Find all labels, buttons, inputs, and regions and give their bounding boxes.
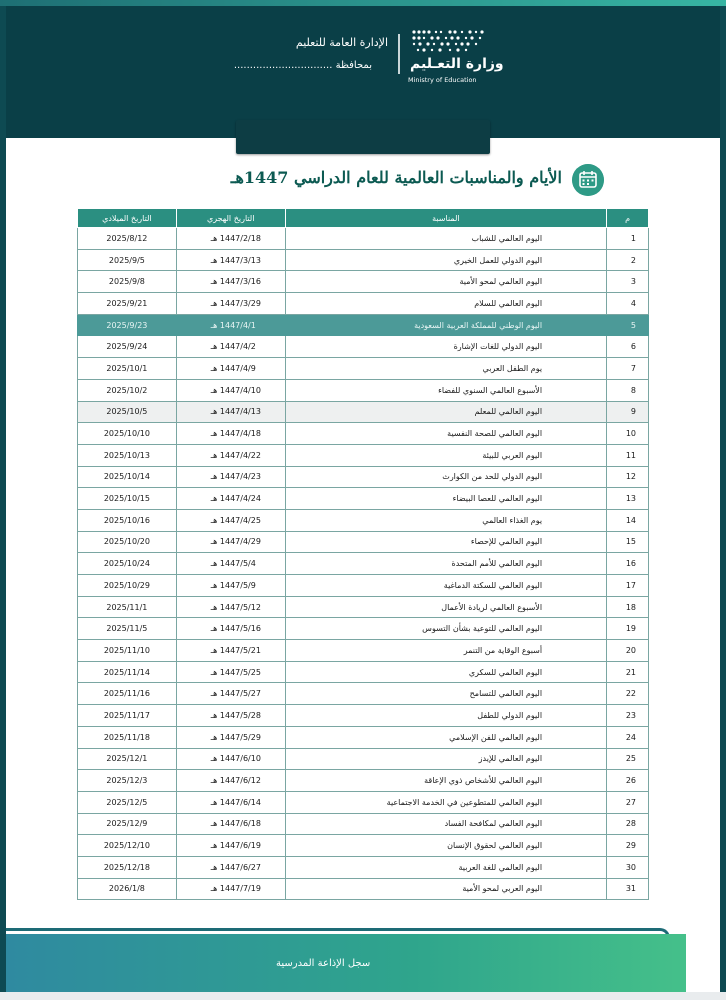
row-hijri-date: 1447/6/14 هـ — [176, 791, 285, 813]
row-number: 7 — [607, 358, 649, 380]
administration-label: الإدارة العامة للتعليم — [295, 36, 388, 49]
row-number: 15 — [607, 531, 649, 553]
row-hijri-date: 1447/6/27 هـ — [176, 856, 285, 878]
title-row — [6, 162, 720, 202]
table-row — [78, 314, 649, 336]
table-row — [78, 705, 649, 727]
row-gregorian-date: 2025/11/14 — [78, 661, 177, 683]
ministry-logo — [406, 28, 504, 88]
table-row — [78, 379, 649, 401]
row-hijri-date: 1447/6/10 هـ — [176, 748, 285, 770]
row-number: 4 — [607, 293, 649, 315]
row-hijri-date: 1447/5/21 هـ — [176, 640, 285, 662]
row-number: 9 — [607, 401, 649, 423]
row-number: 18 — [607, 596, 649, 618]
row-occasion: اليوم الوطني للمملكة العربية السعودية — [285, 314, 606, 336]
row-occasion: اليوم العالمي للتوعية بشأن التسوس — [285, 618, 606, 640]
dotted-pattern-icon — [410, 28, 486, 54]
row-gregorian-date: 2025/10/24 — [78, 553, 177, 575]
table-row — [78, 618, 649, 640]
table-row — [78, 596, 649, 618]
row-number: 28 — [607, 813, 649, 835]
table-row — [78, 640, 649, 662]
table-row — [78, 249, 649, 271]
table-row — [78, 683, 649, 705]
row-number: 1 — [607, 228, 649, 250]
page-header — [6, 6, 720, 138]
row-occasion: اليوم العالمي للإيدز — [285, 748, 606, 770]
table-row — [78, 726, 649, 748]
row-number: 20 — [607, 640, 649, 662]
row-gregorian-date: 2025/9/24 — [78, 336, 177, 358]
row-number: 30 — [607, 856, 649, 878]
row-hijri-date: 1447/3/29 هـ — [176, 293, 285, 315]
row-gregorian-date: 2025/10/2 — [78, 379, 177, 401]
row-gregorian-date: 2025/11/1 — [78, 596, 177, 618]
row-gregorian-date: 2026/1/8 — [78, 878, 177, 900]
row-number: 3 — [607, 271, 649, 293]
page-title: الأيام والمناسبات العالمية للعام الدراسي 1447هـ — [230, 168, 562, 187]
table-row — [78, 661, 649, 683]
row-gregorian-date: 2025/9/23 — [78, 314, 177, 336]
table-row — [78, 466, 649, 488]
row-hijri-date: 1447/5/29 هـ — [176, 726, 285, 748]
events-table — [77, 208, 649, 900]
table-row — [78, 271, 649, 293]
row-gregorian-date: 2025/11/18 — [78, 726, 177, 748]
table-row — [78, 856, 649, 878]
table-row — [78, 336, 649, 358]
row-occasion: اليوم الدولي للغات الإشارة — [285, 336, 606, 358]
header-gregorian-date: التاريخ الميلادي — [78, 209, 177, 228]
row-occasion: اليوم العالمي للمتطوعين في الخدمة الاجتماعية — [285, 791, 606, 813]
logo-divider — [398, 34, 400, 74]
row-gregorian-date: 2025/11/17 — [78, 705, 177, 727]
row-number: 24 — [607, 726, 649, 748]
page-footer — [6, 934, 686, 992]
row-number: 10 — [607, 423, 649, 445]
table-row — [78, 770, 649, 792]
row-number: 21 — [607, 661, 649, 683]
header-num: م — [607, 209, 649, 228]
row-hijri-date: 1447/4/10 هـ — [176, 379, 285, 401]
row-hijri-date: 1447/6/12 هـ — [176, 770, 285, 792]
row-number: 16 — [607, 553, 649, 575]
row-hijri-date: 1447/5/16 هـ — [176, 618, 285, 640]
table-row — [78, 293, 649, 315]
governorate-field: بمحافظة ............................... — [233, 60, 372, 71]
logo-text-english: Ministry of Education — [408, 76, 477, 84]
table-row — [78, 791, 649, 813]
calendar-icon — [572, 164, 604, 196]
page-right-border — [720, 6, 726, 1000]
row-occasion: اليوم الدولي للعمل الخيري — [285, 249, 606, 271]
table-row — [78, 748, 649, 770]
row-hijri-date: 1447/5/9 هـ — [176, 575, 285, 597]
row-hijri-date: 1447/4/22 هـ — [176, 444, 285, 466]
row-gregorian-date: 2025/9/8 — [78, 271, 177, 293]
row-occasion: اليوم العربي لمحو الأمية — [285, 878, 606, 900]
footer-label: سجل الإذاعة المدرسية — [276, 958, 371, 969]
row-gregorian-date: 2025/12/18 — [78, 856, 177, 878]
row-occasion: اليوم الدولي للطفل — [285, 705, 606, 727]
row-number: 23 — [607, 705, 649, 727]
table-row — [78, 509, 649, 531]
row-gregorian-date: 2025/10/15 — [78, 488, 177, 510]
row-gregorian-date: 2025/10/10 — [78, 423, 177, 445]
row-gregorian-date: 2025/10/1 — [78, 358, 177, 380]
header-hijri-date: التاريخ الهجري — [176, 209, 285, 228]
row-gregorian-date: 2025/10/29 — [78, 575, 177, 597]
row-gregorian-date: 2025/12/9 — [78, 813, 177, 835]
row-occasion: اليوم العالمي لمكافحة الفساد — [285, 813, 606, 835]
row-gregorian-date: 2025/11/16 — [78, 683, 177, 705]
row-occasion: اليوم العالمي للصحة النفسية — [285, 423, 606, 445]
header-occasion: المناسبة — [285, 209, 606, 228]
row-occasion: اليوم العالمي للغة العربية — [285, 856, 606, 878]
row-occasion: أسبوع الوقاية من التنمر — [285, 640, 606, 662]
row-gregorian-date: 2025/9/5 — [78, 249, 177, 271]
row-occasion: اليوم العالمي للعصا البيضاء — [285, 488, 606, 510]
logo-text-arabic: وزارة التعـليم — [410, 56, 504, 72]
row-hijri-date: 1447/5/4 هـ — [176, 553, 285, 575]
row-hijri-date: 1447/5/27 هـ — [176, 683, 285, 705]
table-row — [78, 358, 649, 380]
row-hijri-date: 1447/4/13 هـ — [176, 401, 285, 423]
row-occasion: اليوم العالمي لحقوق الإنسان — [285, 835, 606, 857]
events-table-body — [78, 228, 649, 900]
row-occasion: يوم الطفل العربي — [285, 358, 606, 380]
row-number: 6 — [607, 336, 649, 358]
row-number: 19 — [607, 618, 649, 640]
row-number: 22 — [607, 683, 649, 705]
row-hijri-date: 1447/5/25 هـ — [176, 661, 285, 683]
row-occasion: اليوم العالمي للمعلم — [285, 401, 606, 423]
row-hijri-date: 1447/2/18 هـ — [176, 228, 285, 250]
page-left-border — [0, 6, 6, 1000]
bottom-strip — [0, 992, 726, 1000]
row-gregorian-date: 2025/10/13 — [78, 444, 177, 466]
row-hijri-date: 1447/4/25 هـ — [176, 509, 285, 531]
table-row — [78, 444, 649, 466]
row-number: 2 — [607, 249, 649, 271]
row-number: 5 — [607, 314, 649, 336]
row-gregorian-date: 2025/8/12 — [78, 228, 177, 250]
row-number: 27 — [607, 791, 649, 813]
table-row — [78, 228, 649, 250]
row-occasion: يوم الغذاء العالمي — [285, 509, 606, 531]
table-row — [78, 401, 649, 423]
row-gregorian-date: 2025/12/5 — [78, 791, 177, 813]
row-occasion: اليوم العالمي للتسامح — [285, 683, 606, 705]
row-hijri-date: 1447/4/2 هـ — [176, 336, 285, 358]
row-number: 13 — [607, 488, 649, 510]
row-gregorian-date: 2025/12/3 — [78, 770, 177, 792]
row-occasion: اليوم العالمي لمحو الأمية — [285, 271, 606, 293]
table-row — [78, 813, 649, 835]
row-occasion: الأسبوع العالمي لريادة الأعمال — [285, 596, 606, 618]
row-gregorian-date: 2025/11/10 — [78, 640, 177, 662]
row-hijri-date: 1447/4/1 هـ — [176, 314, 285, 336]
table-row — [78, 575, 649, 597]
table-header-row — [78, 209, 649, 228]
row-hijri-date: 1447/5/12 هـ — [176, 596, 285, 618]
row-occasion: اليوم العالمي للشباب — [285, 228, 606, 250]
row-hijri-date: 1447/7/19 هـ — [176, 878, 285, 900]
row-gregorian-date: 2025/10/14 — [78, 466, 177, 488]
row-number: 31 — [607, 878, 649, 900]
row-gregorian-date: 2025/10/5 — [78, 401, 177, 423]
row-occasion: اليوم العالمي للإحصاء — [285, 531, 606, 553]
row-occasion: اليوم العالمي للسلام — [285, 293, 606, 315]
row-occasion: اليوم العالمي للأشخاص ذوي الإعاقة — [285, 770, 606, 792]
row-occasion: اليوم الدولي للحد من الكوارث — [285, 466, 606, 488]
row-number: 14 — [607, 509, 649, 531]
row-hijri-date: 1447/3/13 هـ — [176, 249, 285, 271]
row-hijri-date: 1447/6/19 هـ — [176, 835, 285, 857]
row-gregorian-date: 2025/12/10 — [78, 835, 177, 857]
row-hijri-date: 1447/4/9 هـ — [176, 358, 285, 380]
row-gregorian-date: 2025/10/16 — [78, 509, 177, 531]
row-occasion: اليوم العربي للبيئة — [285, 444, 606, 466]
row-gregorian-date: 2025/9/21 — [78, 293, 177, 315]
table-row — [78, 835, 649, 857]
row-gregorian-date: 2025/10/20 — [78, 531, 177, 553]
header-plate — [236, 120, 490, 154]
row-hijri-date: 1447/4/18 هـ — [176, 423, 285, 445]
row-hijri-date: 1447/6/18 هـ — [176, 813, 285, 835]
row-gregorian-date: 2025/11/5 — [78, 618, 177, 640]
row-hijri-date: 1447/5/28 هـ — [176, 705, 285, 727]
row-hijri-date: 1447/4/23 هـ — [176, 466, 285, 488]
row-hijri-date: 1447/4/24 هـ — [176, 488, 285, 510]
row-gregorian-date: 2025/12/1 — [78, 748, 177, 770]
row-number: 29 — [607, 835, 649, 857]
table-row — [78, 531, 649, 553]
table-row — [78, 488, 649, 510]
row-hijri-date: 1447/3/16 هـ — [176, 271, 285, 293]
row-number: 11 — [607, 444, 649, 466]
row-occasion: اليوم العالمي للفن الإسلامي — [285, 726, 606, 748]
table-row — [78, 553, 649, 575]
row-number: 17 — [607, 575, 649, 597]
row-occasion: الأسبوع العالمي السنوي للفضاء — [285, 379, 606, 401]
table-row — [78, 878, 649, 900]
row-number: 25 — [607, 748, 649, 770]
row-occasion: اليوم العالمي للأمم المتحدة — [285, 553, 606, 575]
row-hijri-date: 1447/4/29 هـ — [176, 531, 285, 553]
row-number: 12 — [607, 466, 649, 488]
table-row — [78, 423, 649, 445]
row-occasion: اليوم العالمي للسكري — [285, 661, 606, 683]
row-number: 26 — [607, 770, 649, 792]
row-occasion: اليوم العالمي للسكتة الدماغية — [285, 575, 606, 597]
row-number: 8 — [607, 379, 649, 401]
